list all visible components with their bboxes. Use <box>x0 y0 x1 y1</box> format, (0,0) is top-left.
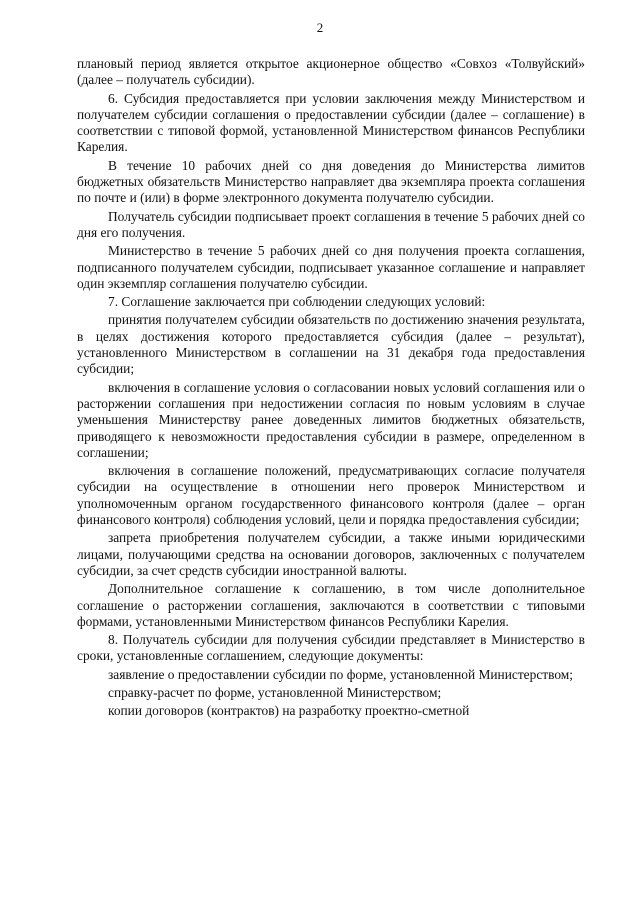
paragraph: копии договоров (контрактов) на разработку проектно-сметной <box>108 703 470 719</box>
paragraph: В течение 10 рабочих дней со дня доведения до Министерства лимитов бюджетных обязательств Министерство направляет два экземпляра проекта соглашения по почте и (или) в форме электронного документа получателю субсидии. <box>77 157 585 206</box>
paragraph: Министерство в течение 5 рабочих дней со дня получения проекта соглашения, подписанного получателем субсидии, подписывает указанное соглашение и направляет один экземпляр соглашения получателю субсидии. <box>77 243 585 291</box>
paragraph: справку-расчет по форме, установленной Министерством; <box>108 684 442 700</box>
paragraph: Получатель субсидии подписывает проект соглашения в течение 5 рабочих дней со дня его получения. <box>77 208 585 240</box>
paragraph: запрета приобретения получателем субсидии, а также иными юридическими лицами, получающими средства на основании договоров, заключенных с получателем субсидии, за счет средств субсидии иностранной валюты. <box>77 530 585 578</box>
paragraph: 7. Соглашение заключается при соблюдении следующих условий: <box>108 294 486 310</box>
page-number: 2 <box>316 20 324 35</box>
paragraph: 6. Субсидия предоставляется при условии заключения между Министерством и получателем субсидии соглашения о предоставлении субсидии (далее – соглашение) в соответствии с типовой формой, установленной Министерством финансов Республики Карелия. <box>77 90 585 155</box>
paragraph: включения в соглашение условия о согласовании новых условий соглашения или о расторжении соглашения при недостижении согласия по новым условиям в случае уменьшения Министерству ранее доведенных лимитов бюджетных обязательств, приводящего к невозможности предоставления субсидии в размере, определенном в соглашении; <box>77 379 585 460</box>
paragraph: плановый период является открытое акционерное общество «Совхоз «Толвуйский» (далее – получатель субсидии). <box>77 56 585 88</box>
paragraph: включения в соглашение положений, предусматривающих согласие получателя субсидии на осуществление в отношении него проверок Министерством и уполномоченным органом государственного финансового контроля (далее – орган финансового контроля) соблюдения условий, цели и порядка предоставления субсидии; <box>77 463 585 528</box>
document-body <box>77 56 585 722</box>
paragraph: заявление о предоставлении субсидии по форме, установленной Министерством; <box>108 666 573 682</box>
paragraph: принятия получателем субсидии обязательств по достижению значения результата, в целях достижения которого предоставляется субсидия (далее – результат), установленного Министерством в соглашении на 31 декабря года предоставления субсидии; <box>77 312 585 377</box>
paragraph: Дополнительное соглашение к соглашению, в том числе дополнительное соглашение о расторжении соглашения, заключаются в соответствии с типовыми формами, установленными Министерством финансов Республики Карелия. <box>77 581 585 629</box>
paragraph: 8. Получатель субсидии для получения субсидии представляет в Министерство в сроки, установленные соглашением, следующие документы: <box>77 632 585 664</box>
